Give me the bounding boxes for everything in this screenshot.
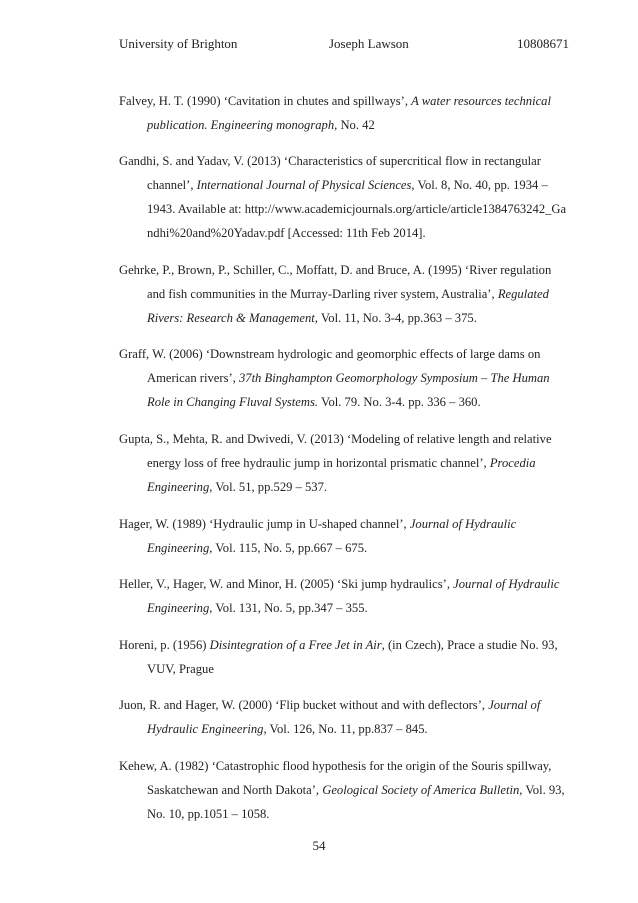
reference-entry: Juon, R. and Hager, W. (2000) ‘Flip bucket without and with deflectors’, Journal of Hydraulic Engineering, Vol. 126, No. 11, pp.837 – 845.: [119, 698, 541, 737]
page-number: 54: [312, 838, 326, 853]
reference-entry: Graff, W. (2006) ‘Downstream hydrologic and geomorphic effects of large dams on American rivers’, 37th Binghampton Geomorphology Symposium – The Human Role in Changing Fluval Systems. Vol. 79. No. 3-4. pp. 336 – 360.: [119, 347, 550, 410]
reference-entry: Horeni, p. (1956) Disintegration of a Free Jet in Air, (in Czech), Prace a studie No. 93, VUV, Prague: [119, 637, 558, 676]
reference-entry: Kehew, A. (1982) ‘Catastrophic flood hypothesis for the origin of the Souris spillway, Saskatchewan and North Dakota’, Geological Society of America Bulletin, Vol. 93, No. 10, pp.1051 – 1058.: [119, 758, 565, 821]
header-student-id: 10808671: [517, 36, 569, 51]
header-author: Joseph Lawson: [329, 36, 409, 51]
reference-entry: Gupta, S., Mehta, R. and Dwivedi, V. (2013) ‘Modeling of relative length and relative energy loss of free hydraulic jump in horizontal prismatic channel’, Procedia Engineering, Vol. 51, pp.529 – 537.: [119, 431, 552, 494]
reference-entry: Heller, V., Hager, W. and Minor, H. (2005) ‘Ski jump hydraulics’, Journal of Hydraulic Engineering, Vol. 131, No. 5, pp.347 – 355.: [119, 577, 560, 616]
reference-entry: Hager, W. (1989) ‘Hydraulic jump in U-shaped channel’, Journal of Hydraulic Engineering, Vol. 115, No. 5, pp.667 – 675.: [119, 516, 517, 555]
reference-entry: Gandhi, S. and Yadav, V. (2013) ‘Characteristics of supercritical flow in rectangular channel’, International Journal of Physical Sciences, Vol. 8, No. 40, pp. 1934 – 1943. Available at: http://www.academicjournals.org/article/article1384763242_Gandhi%20and%20Yadav.pdf [Accessed: 11th Feb 2014].: [119, 154, 567, 241]
page-header: [119, 36, 569, 56]
reference-entry: Falvey, H. T. (1990) ‘Cavitation in chutes and spillways’, A water resources technical publication. Engineering monograph, No. 42: [119, 93, 551, 132]
reference-entry: Gehrke, P., Brown, P., Schiller, C., Moffatt, D. and Bruce, A. (1995) ‘River regulation and fish communities in the Murray-Darling river system, Australia’, Regulated Rivers: Research & Management, Vol. 11, No. 3-4, pp.363 – 375.: [119, 262, 552, 325]
reference-list: [119, 76, 569, 838]
header-institution: University of Brighton: [119, 36, 238, 51]
reference-url[interactable]: http://www.academicjournals.org/article/article1384763242_Gandhi%20and%20Yadav.pdf: [147, 202, 567, 241]
